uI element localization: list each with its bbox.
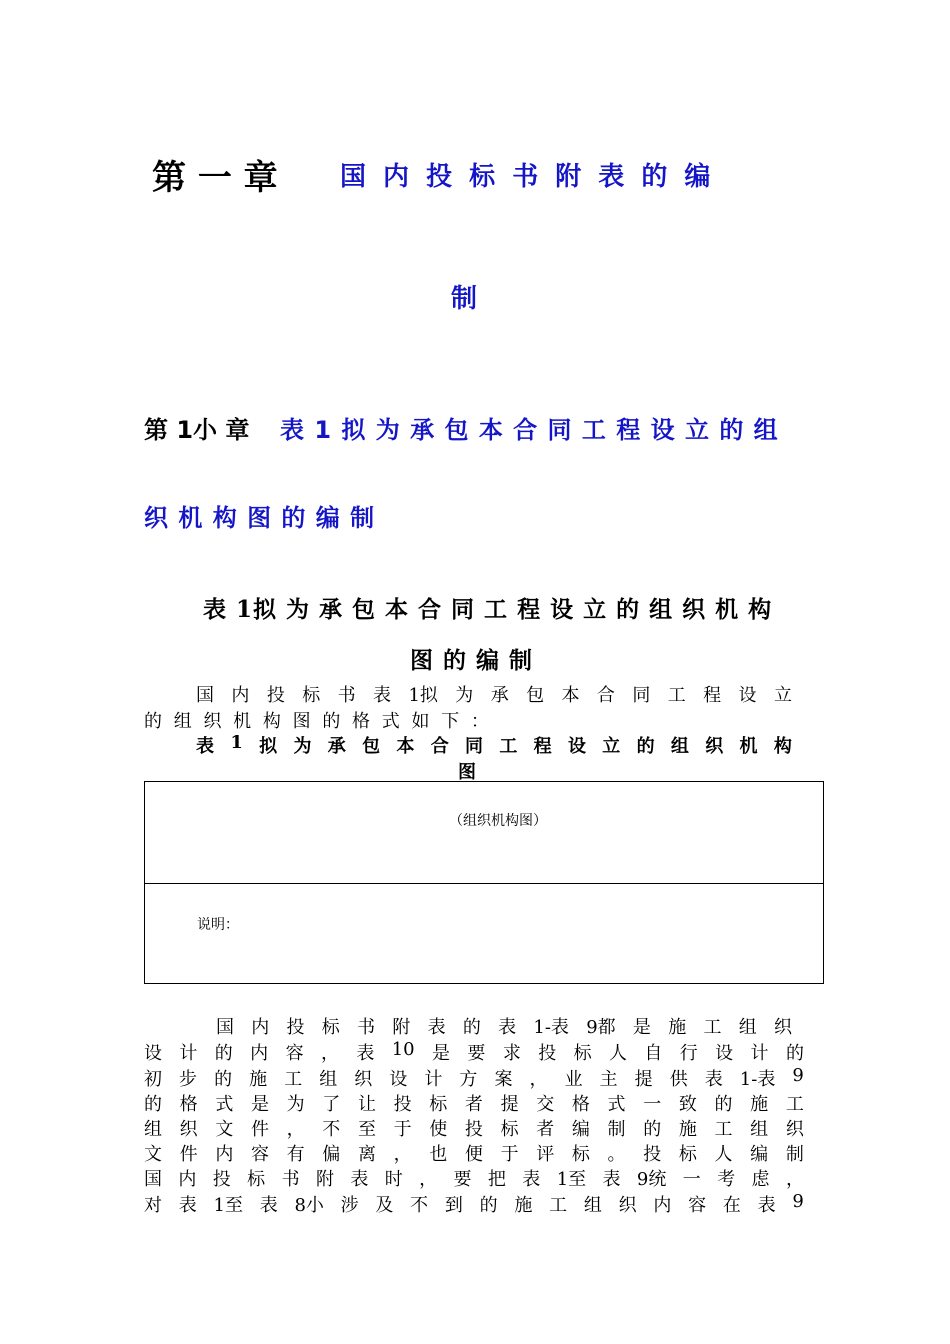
text-token: 构 [773, 736, 792, 757]
text-token: 组 [319, 1069, 338, 1090]
text-token: 的 [785, 1043, 804, 1064]
text-token: 1 [230, 732, 243, 753]
text-token: 标 [571, 1144, 590, 1165]
text-token: ， [785, 1169, 804, 1190]
text-token: 表 [373, 685, 392, 706]
text-token: 的 [643, 1119, 662, 1140]
text-token: 离 [357, 1144, 376, 1165]
notes-cell [145, 884, 823, 984]
text-token: 初 [144, 1069, 162, 1090]
text-token: 求 [502, 1043, 521, 1064]
text-token: 要 [453, 1169, 472, 1190]
text-token: 内 [250, 1043, 269, 1064]
text-token: 标 [678, 1144, 697, 1165]
text-token: 包 [362, 736, 381, 757]
text-token: 计 [750, 1043, 769, 1064]
paragraph-line [216, 1013, 792, 1039]
text-token: 投 [286, 1017, 305, 1038]
text-token: 到 [444, 1195, 463, 1216]
text-token: 组 [583, 1195, 602, 1216]
text-token: 投 [266, 685, 285, 706]
text-token: 设 [144, 1043, 162, 1064]
text-token: 组 [750, 1119, 769, 1140]
text-token: 国 [144, 1169, 162, 1190]
chapter-title-line2: 制 [451, 284, 478, 314]
text-token: 考 [717, 1169, 736, 1190]
text-token: 表 [178, 1195, 197, 1216]
text-token: 标 [302, 685, 321, 706]
text-token: 表 [356, 1043, 375, 1064]
text-token: 9统 [636, 1169, 667, 1190]
text-token: 附 [315, 1169, 334, 1190]
text-token: 投 [212, 1169, 231, 1190]
text-token: 方 [459, 1069, 478, 1090]
text-token: 同 [465, 736, 484, 757]
text-token: ， [529, 1069, 548, 1090]
text-token: 标 [500, 1119, 519, 1140]
text-token: 表 [602, 1169, 621, 1190]
text-token: 表 [427, 1017, 446, 1038]
section-title-line1: 表 1 拟 为 承 包 本 合 同 工 程 设 立 的 组 [280, 416, 779, 444]
text-token: 国 [216, 1017, 234, 1038]
text-token: 组 [670, 736, 689, 757]
text-token: 文 [215, 1119, 234, 1140]
text-token: 人 [608, 1043, 627, 1064]
text-token: 文 [144, 1144, 162, 1165]
text-token: 时 [384, 1169, 403, 1190]
text-token: 1-表 [533, 1017, 569, 1038]
text-token: 偏 [322, 1144, 341, 1165]
text-token: 提 [500, 1094, 519, 1115]
text-token: 织 [179, 1119, 198, 1140]
text-token: 是 [432, 1043, 451, 1064]
text-token: 书 [281, 1169, 300, 1190]
text-token: ， [286, 1119, 305, 1140]
text-token: 书 [337, 685, 356, 706]
text-token: 一 [643, 1094, 662, 1115]
text-token: 9 [792, 1065, 804, 1086]
text-token: 格 [571, 1094, 590, 1115]
text-token: 内 [251, 1017, 270, 1038]
table-caption-line-2: 图 [458, 762, 476, 783]
text-token: ， [320, 1043, 339, 1064]
text-token: 式 [215, 1094, 234, 1115]
text-token: 。 [607, 1144, 626, 1165]
paragraph-line [144, 1191, 804, 1217]
text-token: 的 [479, 1195, 498, 1216]
text-token: 涉 [340, 1195, 359, 1216]
text-token: 本 [396, 736, 415, 757]
text-token: 程 [533, 736, 552, 757]
text-token: 内 [653, 1195, 672, 1216]
text-token: 拟 [259, 736, 278, 757]
text-token: ， [393, 1144, 412, 1165]
text-token: 提 [634, 1069, 653, 1090]
text-token: 投 [538, 1043, 557, 1064]
text-token: 设 [567, 736, 586, 757]
paragraph-line [144, 1115, 804, 1141]
org-chart-table [144, 781, 824, 984]
text-token: 机 [739, 736, 758, 757]
text-token: 主 [599, 1069, 618, 1090]
text-token: 合 [596, 685, 615, 706]
text-token: 标 [573, 1043, 592, 1064]
subheading-line2: 图 的 编 制 [410, 647, 534, 674]
notes-label: 说明： [197, 917, 239, 933]
text-token: 评 [536, 1144, 555, 1165]
text-token: 要 [467, 1043, 486, 1064]
text-token: 表 [350, 1169, 369, 1190]
text-token: 组 [144, 1119, 162, 1140]
text-token: 承 [490, 685, 509, 706]
text-token: 1至 [213, 1195, 243, 1216]
text-token: 容 [250, 1144, 269, 1165]
text-token: 施 [678, 1119, 697, 1140]
text-token: 制 [785, 1144, 804, 1165]
text-token: 附 [392, 1017, 411, 1038]
text-token: 工 [499, 736, 518, 757]
text-token: 施 [668, 1017, 687, 1038]
org-chart-cell [145, 782, 823, 884]
text-token: 工 [714, 1119, 733, 1140]
text-token: 内 [178, 1169, 197, 1190]
intro-line-2: 的 组 织 机 构 图 的 格 式 如 下 ： [144, 711, 492, 732]
org-chart-placeholder: （组织机构图） [449, 813, 547, 829]
text-token: 工 [549, 1195, 568, 1216]
text-token: 立 [773, 685, 792, 706]
text-token: 表 [522, 1169, 541, 1190]
text-token: 投 [643, 1144, 662, 1165]
text-token: 表 [259, 1195, 278, 1216]
text-token: 一 [682, 1169, 701, 1190]
text-token: 对 [144, 1195, 162, 1216]
text-token: 1-表 [739, 1069, 776, 1090]
text-token: 者 [536, 1119, 555, 1140]
paragraph-line [144, 1090, 804, 1116]
text-token: 1至 [556, 1169, 587, 1190]
text-token: 的 [462, 1017, 481, 1038]
text-token: 工 [667, 685, 686, 706]
text-token: 供 [669, 1069, 688, 1090]
text-token: 至 [357, 1119, 376, 1140]
text-token: 有 [286, 1144, 305, 1165]
text-token: 编 [571, 1119, 590, 1140]
text-token: 自 [644, 1043, 663, 1064]
text-token: 织 [705, 736, 724, 757]
text-token: 工 [284, 1069, 303, 1090]
text-token: 步 [179, 1069, 198, 1090]
text-token: 织 [618, 1195, 637, 1216]
text-token: 施 [514, 1195, 533, 1216]
text-token: 及 [375, 1195, 394, 1216]
text-token: 书 [357, 1017, 376, 1038]
text-token: 为 [293, 736, 312, 757]
text-token: 不 [322, 1119, 341, 1140]
text-token: 式 [607, 1094, 626, 1115]
text-token: 10 [391, 1039, 415, 1060]
text-token: 交 [536, 1094, 555, 1115]
text-token: 了 [322, 1094, 341, 1115]
text-token: ， [419, 1169, 438, 1190]
text-token: 内 [231, 685, 250, 706]
text-token: 标 [321, 1017, 340, 1038]
text-token: 9 [792, 1191, 804, 1212]
text-token: 表 [704, 1069, 723, 1090]
intro-line-1 [196, 681, 792, 707]
text-token: 制 [607, 1119, 626, 1140]
text-token: 包 [526, 685, 545, 706]
text-token: 表 [196, 736, 214, 757]
text-token: 表 [498, 1017, 517, 1038]
text-token: 是 [632, 1017, 651, 1038]
text-token: 为 [455, 685, 474, 706]
text-token: 组 [738, 1017, 757, 1038]
text-token: 设 [715, 1043, 734, 1064]
chapter-label: 第 一 章 [152, 158, 278, 198]
text-token: 国 [196, 685, 214, 706]
text-token: 格 [179, 1094, 198, 1115]
text-token: 让 [357, 1094, 376, 1115]
text-token: 编 [750, 1144, 769, 1165]
text-token: 虑 [751, 1169, 770, 1190]
text-token: 表 [757, 1195, 776, 1216]
text-token: 的 [714, 1094, 733, 1115]
text-token: 内 [215, 1144, 234, 1165]
text-token: 本 [561, 685, 580, 706]
text-token: 容 [285, 1043, 304, 1064]
text-token: 于 [500, 1144, 519, 1165]
text-token: 工 [785, 1094, 804, 1115]
text-token: 的 [144, 1094, 162, 1115]
text-token: 织 [773, 1017, 792, 1038]
text-token: 9都 [586, 1017, 616, 1038]
paragraph-line [144, 1065, 804, 1091]
paragraph-line [144, 1140, 804, 1166]
text-token: 计 [179, 1043, 198, 1064]
text-token: 同 [632, 685, 651, 706]
text-token: 不 [410, 1195, 429, 1216]
text-token: 织 [785, 1119, 804, 1140]
text-token: 案 [494, 1069, 513, 1090]
chapter-title-line1: 国 内 投 标 书 附 表 的 编 [340, 162, 715, 192]
text-token: 的 [214, 1043, 233, 1064]
text-token: 把 [487, 1169, 506, 1190]
text-token: 件 [250, 1119, 269, 1140]
text-token: 为 [286, 1094, 305, 1115]
text-token: 在 [722, 1195, 741, 1216]
text-token: 者 [464, 1094, 483, 1115]
text-token: 设 [738, 685, 757, 706]
section-title-line2: 织 机 构 图 的 编 制 [144, 504, 376, 532]
text-token: 投 [393, 1094, 412, 1115]
table-caption-line-1 [196, 732, 792, 758]
text-token: 1拟 [408, 685, 438, 706]
text-token: 施 [249, 1069, 268, 1090]
subheading-line1: 表 1拟 为 承 包 本 合 同 工 程 设 立 的 组 织 机 构 [203, 596, 773, 623]
text-token: 工 [703, 1017, 722, 1038]
text-token: 人 [714, 1144, 733, 1165]
text-token: 承 [327, 736, 346, 757]
text-token: 是 [250, 1094, 269, 1115]
text-token: 业 [564, 1069, 583, 1090]
section-label: 第 1小 章 [144, 416, 250, 444]
text-token: 标 [247, 1169, 266, 1190]
text-token: 标 [429, 1094, 448, 1115]
paragraph-line [144, 1165, 804, 1191]
text-token: 8小 [294, 1195, 324, 1216]
text-token: 使 [429, 1119, 448, 1140]
text-token: 于 [393, 1119, 412, 1140]
text-token: 的 [636, 736, 655, 757]
paragraph-line [144, 1039, 804, 1065]
text-token: 行 [679, 1043, 698, 1064]
text-token: 合 [430, 736, 449, 757]
text-token: 施 [750, 1094, 769, 1115]
text-token: 致 [678, 1094, 697, 1115]
text-token: 投 [464, 1119, 483, 1140]
text-token: 容 [688, 1195, 707, 1216]
text-token: 计 [424, 1069, 443, 1090]
text-token: 立 [602, 736, 621, 757]
text-token: 件 [179, 1144, 198, 1165]
text-token: 程 [703, 685, 722, 706]
text-token: 的 [214, 1069, 233, 1090]
text-token: 也 [429, 1144, 448, 1165]
text-token: 织 [354, 1069, 373, 1090]
text-token: 便 [464, 1144, 483, 1165]
text-token: 设 [389, 1069, 408, 1090]
